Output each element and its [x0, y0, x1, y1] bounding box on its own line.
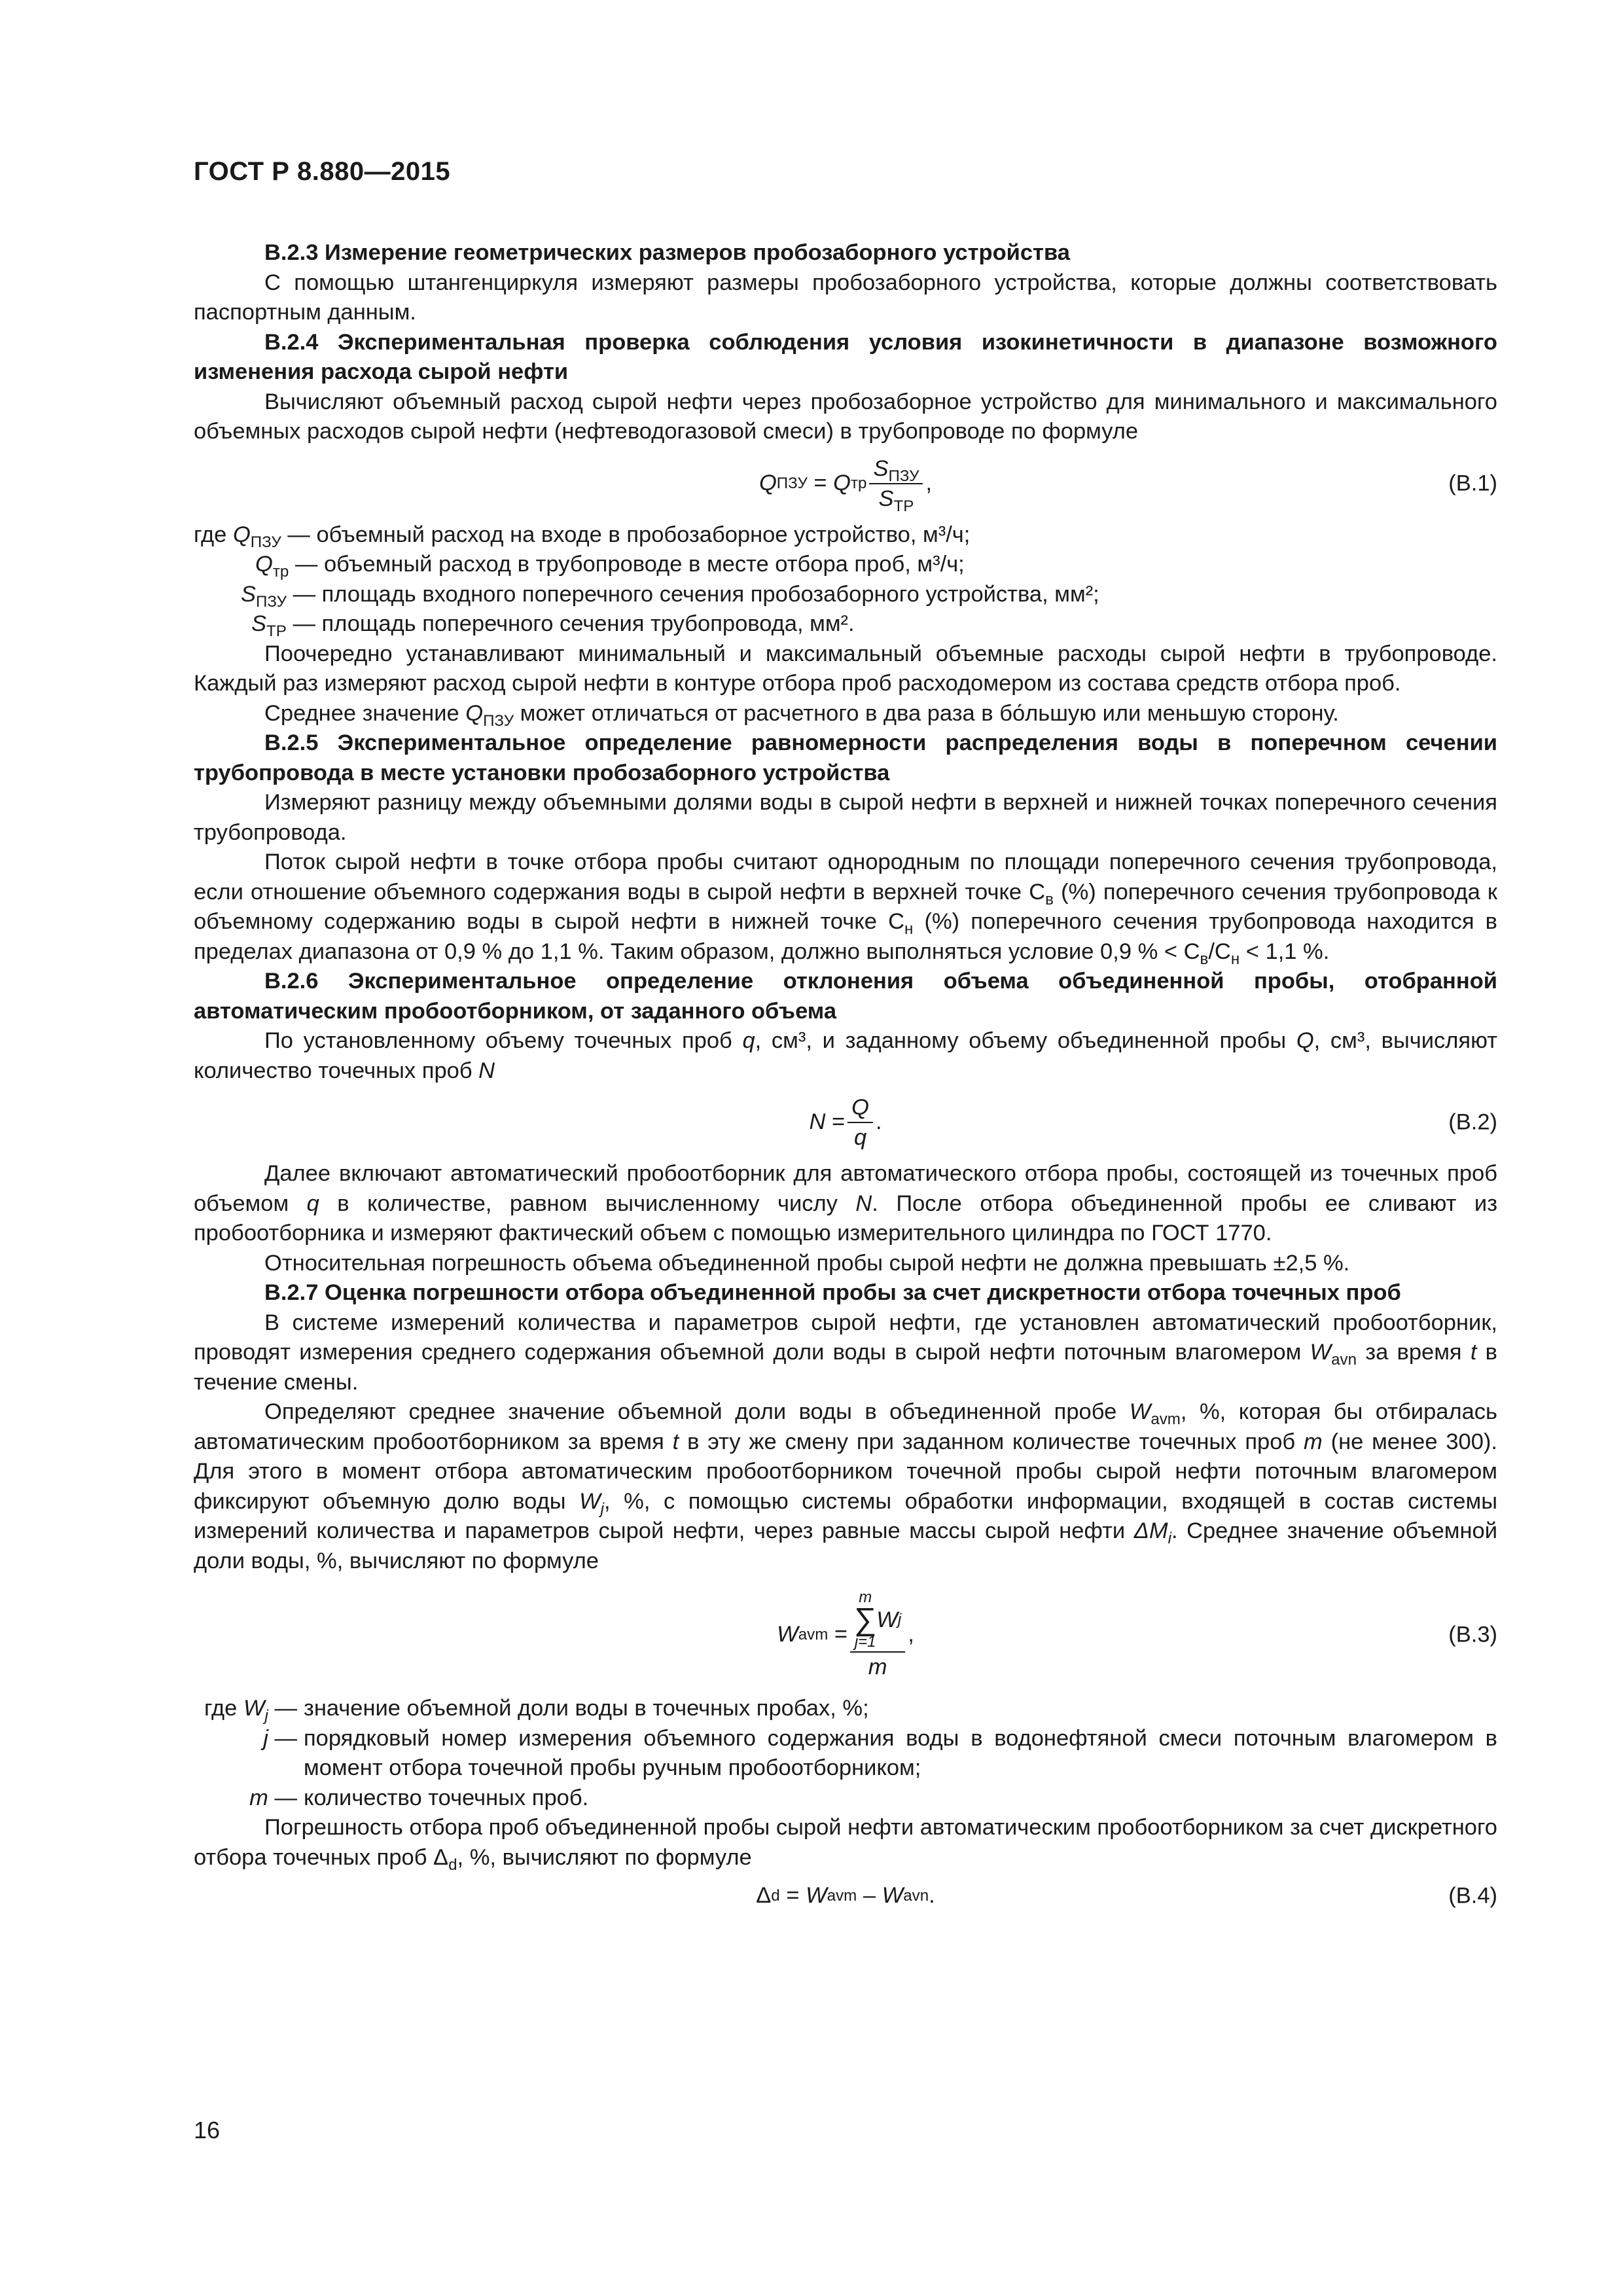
definition-row: $Q_{тр}$ — объемный расход в трубопроводе в месте отбора проб, м³/ч;: [255, 552, 965, 581]
definition-row: $S_{ТР}$ — площадь поперечного сечения трубопровода, мм².: [251, 611, 855, 640]
formula-number: (В.3): [1448, 1622, 1497, 1647]
page-content: [194, 238, 1497, 1920]
fraction: $\frac{S_{ПЗУ}}{S_{ТР}}$: [869, 456, 923, 512]
paragraph: Далее включают автоматический пробоотборник для автоматического отбора пробы, состоящей из точечных проб объемом q в количестве, равном вычисленному числу N. После отбора объединенной пробы ее сливают из пробоотборника и измеряют фактический объем с помощью измерительного цилиндра по ГОСТ 1770.: [194, 1161, 1498, 1246]
paragraph: В системе измерений количества и параметров сырой нефти, где установлен автоматический пробоотборник, проводят измерения среднего содержания объемной доли воды в сырой нефти поточным влагомером $W_{avn}$ за время t в течение смены.: [194, 1310, 1497, 1395]
paragraph: Определяют среднее значение объемной доли воды в объединенной пробе $W_{avm}$, %, которая бы отбиралась автоматическим пробоотборником за время t в эту же смену при заданном количестве точечных проб m (не менее 300). Для этого в момент отбора автоматическим пробоотборником точечной пробы сырой нефти поточным влагомером фиксируют объемную долю воды $W_j$, %, с помощью системы обработки информации, входящей в состав системы измерений количества и параметров сырой нефти, через равные массы сырой нефти $\Delta M_i$. Среднее значение объемной доли воды, %, вычисляют по формуле: [194, 1399, 1498, 1573]
definition-row: j — порядковый номер измерения объемного содержания воды в водонефтяной смеси поточным влагомером в момент отбора точечной пробы ручным пробоотборником;: [263, 1725, 1497, 1780]
paragraph: Измеряют разницу между объемными долями воды в сырой нефти в верхней и нижней точках поперечного сечения трубопровода.: [194, 790, 1497, 845]
definition-row: где $Q_{ПЗУ}$ — объемный расход на входе в пробозаборное устройство, м³/ч;: [194, 522, 971, 551]
summation: m ∑ j=1: [854, 1588, 877, 1651]
formula-number: (В.4): [1448, 1883, 1497, 1909]
section-heading-b24: В.2.4 Экспериментальная проверка соблюдения условия изокинетичности в диапазоне возможного изменения расхода сырой нефти: [194, 329, 1497, 384]
formula-b1: Q ПЗУ = Q тр $\frac{S_{ПЗУ}}{S_{ТР}}$ , (В.1): [758, 456, 1497, 515]
formula-b4: Δ d = W avm – W avn . (В.4): [194, 1873, 1497, 1920]
fraction: $\frac{Q}{q}$: [847, 1094, 873, 1151]
fraction: m ∑ j=1 W j m: [850, 1590, 905, 1680]
paragraph: Поток сырой нефти в точке отбора пробы считают однородным по площади поперечного сечения трубопровода, если отношение объемного содержания воды в сырой нефти в верхней точке $С_в$ (%) поперечного сечения трубопровода к объемному содержанию воды в сырой нефти в нижней точке $С_н$ (%) поперечного сечения трубопровода находится в пределах диапазона от 0,9 % до 1,1 %. Таким образом, должно выполняться условие 0,9 % < $С_в/С_н < 1,1$ %.: [194, 850, 1498, 968]
section-heading-b27: В.2.7 Оценка погрешности отбора объединенной пробы за счет дискретности отбора точечных проб: [264, 1280, 1401, 1305]
paragraph: Относительная погрешность объема объединенной пробы сырой нефти не должна превышать ±2,5 %.: [264, 1250, 1350, 1276]
paragraph: По установленному объему точечных проб q, см³, и заданному объему объединенной пробы Q, см³, вычисляют количество точечных проб N: [194, 1028, 1497, 1083]
definition-row: где $W_j$ — значение объемной доли воды в точечных пробах, %;: [204, 1696, 869, 1725]
section-heading-b25: В.2.5 Экспериментальное определение равномерности распределения воды в поперечном сечении трубопровода в месте установки пробозаборного устройства: [194, 730, 1497, 785]
formula-number: (В.1): [1448, 470, 1497, 495]
section-heading-b26: В.2.6 Экспериментальное определение отклонения объема объединенной пробы, отобранной автоматическим пробоотборником, от заданного объема: [194, 969, 1497, 1024]
paragraph: Поочередно устанавливают минимальный и максимальный объемные расходы сырой нефти в трубопроводе. Каждый раз измеряют расход сырой нефти в контуре отбора проб расходомером из состава средств отбора проб.: [194, 641, 1497, 696]
formula-b2: N = $\frac{Q}{q}$ . (В.2): [809, 1095, 1497, 1150]
paragraph: Погрешность отбора проб объединенной пробы сырой нефти автоматическим пробоотборником за счет дискретного отбора точечных проб $\Delta_d$, %, вычисляют по формуле: [194, 1815, 1497, 1874]
definitions-list: [194, 520, 1497, 639]
formula-number: (В.2): [1448, 1109, 1497, 1135]
definition-row: m — количество точечных проб.: [249, 1785, 589, 1810]
paragraph: Среднее значение $Q_{ПЗУ}$ может отличаться от расчетного в два раза в бо́льшую или меньшую сторону.: [264, 700, 1339, 730]
section-heading-b23: В.2.3 Измерение геометрических размеров пробозаборного устройства: [264, 240, 1070, 265]
definitions-list: [194, 1694, 1497, 1813]
document-header: ГОСТ Р 8.880—2015: [194, 157, 451, 186]
paragraph: Вычисляют объемный расход сырой нефти через пробозаборное устройство для минимального и максимального объемных расходов сырой нефти (нефтеводогазовой смеси) в трубопроводе по формуле: [194, 389, 1497, 444]
definition-row: $S_{ПЗУ}$ — площадь входного поперечного сечения пробозаборного устройства, мм²;: [241, 581, 1099, 611]
paragraph: С помощью штангенциркуля измеряют размеры пробозаборного устройства, которые должны соответствовать паспортным данным.: [194, 270, 1497, 325]
page-number: 16: [194, 2117, 221, 2144]
formula-b3: W avm = m ∑ j=1 W j m , (В.3): [777, 1588, 1497, 1679]
